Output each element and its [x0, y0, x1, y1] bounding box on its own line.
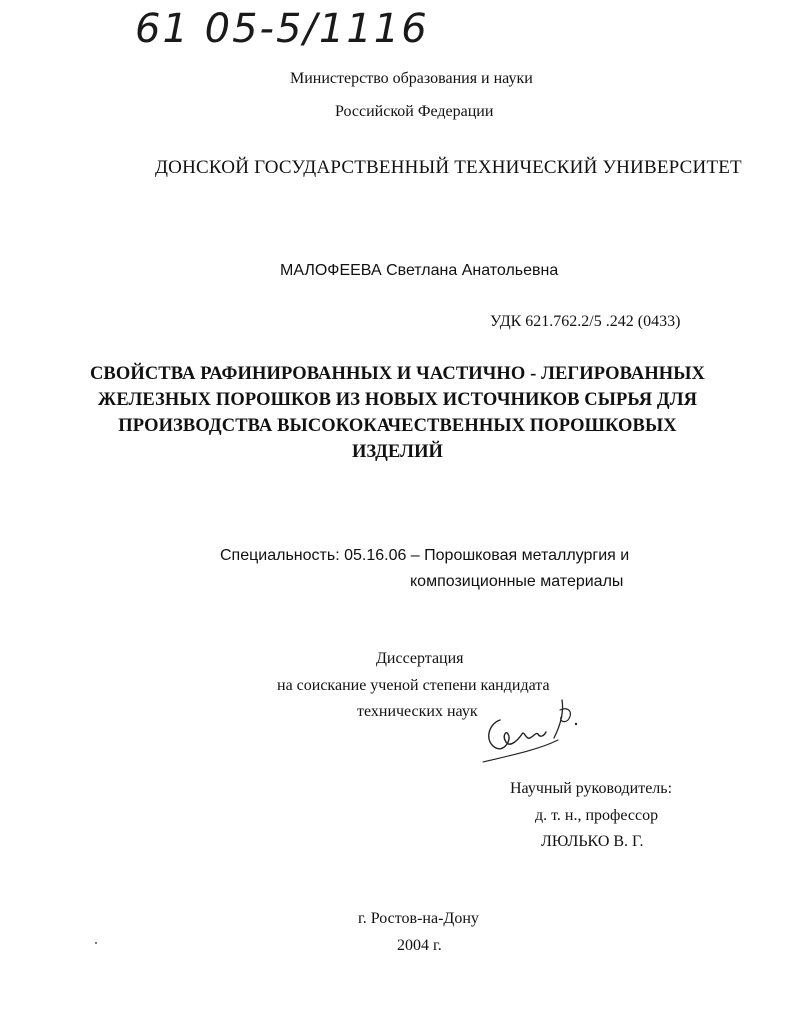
- degree-field: технических наук: [357, 703, 478, 720]
- year: 2004 г.: [397, 937, 442, 954]
- thesis-title-line-4: ИЗДЕЛИЙ: [351, 442, 444, 462]
- advisor-label: Научный руководитель:: [510, 780, 673, 797]
- advisor-degree: д. т. н., профессор: [535, 807, 659, 824]
- specialty-line-1: Специальность: 05.16.06 – Порошковая металлургия и: [220, 547, 630, 564]
- advisor-name: ЛЮЛЬКО В. Г.: [541, 833, 644, 850]
- scan-speck: [95, 942, 97, 944]
- handwritten-signature-icon: [478, 690, 588, 770]
- author-name: МАЛОФЕЕВА Светлана Анатольевна: [280, 262, 559, 279]
- thesis-title-line-2: ЖЕЛЕЗНЫХ ПОРОШКОВ ИЗ НОВЫХ ИСТОЧНИКОВ СЫРЬЯ ДЛЯ: [97, 390, 698, 410]
- university-name: ДОНСКОЙ ГОСУДАРСТВЕННЫЙ ТЕХНИЧЕСКИЙ УНИВЕРСИТЕТ: [155, 157, 742, 178]
- specialty-line-2: композиционные материалы: [410, 573, 624, 590]
- dissertation-label: Диссертация: [376, 650, 464, 667]
- thesis-title-line-1: СВОЙСТВА РАФИНИРОВАННЫХ И ЧАСТИЧНО - ЛЕГИРОВАННЫХ: [89, 364, 706, 384]
- ministry-line-1: Министерство образования и науки: [290, 70, 533, 87]
- thesis-title-line-3: ПРОИЗВОДСТВА ВЫСОКОКАЧЕСТВЕННЫХ ПОРОШКОВЫХ: [118, 416, 677, 436]
- ministry-line-2: Российской Федерации: [335, 103, 494, 120]
- handwritten-archive-number: 61 05-5/1116: [135, 6, 429, 52]
- degree-line: на соискание ученой степени кандидата: [277, 677, 550, 694]
- udk-code: УДК 621.762.2/5 .242 (0433): [490, 313, 681, 330]
- city: г. Ростов-на-Дону: [358, 910, 479, 927]
